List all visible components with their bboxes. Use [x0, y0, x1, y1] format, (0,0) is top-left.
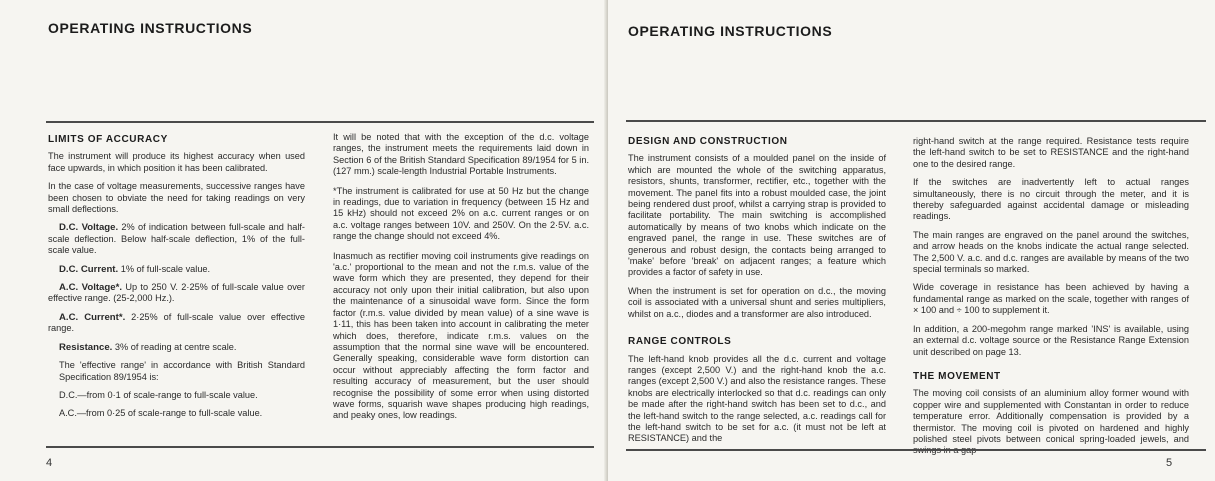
range-continued-column [913, 136, 1189, 464]
section-title: THE MOVEMENT [913, 370, 1001, 382]
paragraph: If the switches are inadvertently left to actual ranges simultaneously, there is no circuit through the meter, and it is thereby safeguarded against accidental damage or misleading readings. [913, 177, 1189, 222]
page-heading: OPERATING INSTRUCTIONS [628, 23, 833, 39]
right-page [608, 0, 1215, 481]
page-number: 4 [46, 457, 53, 469]
left-page [0, 0, 607, 481]
paragraph: The left-hand knob provides all the d.c. current and voltage ranges (except 2,500 V.) and the right-hand knob the a.c. ranges (except 2,500 V.) and also the resistance ranges. These knobs are electrically interlocked so that d.c. readings can only be made after the right-hand switch has been set to d.c., and the left-hand switch to the range selected, a.c. readings call for the left-hand switch to be set for a.c. (it must not be left at RESISTANCE) and the [628, 353, 886, 444]
paragraph: D.C.—from 0·1 of scale-range to full-scale value. [59, 389, 258, 400]
dc-voltage-spec [48, 222, 305, 256]
paragraph: Inasmuch as rectifier moving coil instruments give readings on 'a.c.' proportional to the mean and not the r.m.s. value of the wave form which they are presented, they depend for their accuracy not only upon their initial calibration, but also upon the maintenance of a sinusoidal wave form. Since the form factor (r.m.s. value divided by mean value) of a sine wave is 1·11, this has been taken into account in calibrating the meter which does, therefore, indicate r.m.s. values on the assumption that the normal sine wave will be encountered. Generally speaking, considerable wave form distortion can occur without appreciably affecting the form factor and resulting accuracy of measurement, but the user should recognise the possibility of some error when using distorted wave forms, squarish wave shapes producing high readings, and peaky ones, low readings. [333, 250, 589, 421]
design-column [628, 136, 886, 452]
paragraph: The main ranges are engraved on the panel around the switches, and arrow heads on the knobs indicate the actual range selected. The 2,500 V. a.c. and d.c. ranges are available by means of the two special terminals so marked. [913, 229, 1189, 275]
paragraph: In the case of voltage measurements, successive ranges have been chosen to obviate the need for taking readings on very small deflections. [48, 181, 305, 215]
paragraph: In addition, a 200-megohm range marked 'INS' is available, using an external d.c. voltage source or the Resistance Range Extension unit described on page 13. [913, 323, 1189, 357]
paragraph: *The instrument is calibrated for use at 50 Hz but the change in readings, due to variation in frequency (between 15 Hz and 15 kHz) should not exceed 2% on a.c. current ranges or on a.c. voltage ranges between 10V. and 250V. On the 2·5V. a.c. range the change should not exceed 4%. [333, 185, 589, 242]
paragraph: The moving coil consists of an aluminium alloy former wound with copper wire and supplemented with Constantan in order to reduce temperature error. Additionally compensation is provided by a thermistor. The moving coil is pivoted on hardened and highly polished steel pivots between conical spring-loaded jewels, and [913, 388, 1189, 444]
spec-label: D.C. Voltage. [59, 222, 119, 234]
spec-label: D.C. Current. [59, 263, 119, 275]
dc-current-spec [48, 264, 305, 275]
ac-current-spec [48, 312, 305, 335]
page-heading: OPERATING INSTRUCTIONS [48, 20, 253, 36]
section-title: LIMITS OF ACCURACY [48, 134, 168, 145]
paragraph: The 'effective range' in accordance with British Standard Specification 89/1954 is: [59, 360, 305, 382]
top-rule [626, 120, 1206, 122]
spec-text: 2·25% of full-scale value over effective range. [48, 311, 305, 334]
spec-text: 1% of full-scale value. [118, 263, 211, 274]
paragraph: A.C.—from 0·25 of scale-range to full-scale value. [59, 408, 263, 419]
spec-text: Up to 250 V. 2·25% of full-scale value over effective range. (25-2,000 Hz.). [48, 282, 305, 304]
paragraph: The instrument will produce its highest accuracy when used face upwards, in which position it has been calibrated. [48, 151, 305, 173]
bottom-rule [46, 446, 594, 448]
paragraph: Wide coverage in resistance has been achieved by having a fundamental range as marked on the scale, together with ranges of × 100 and ÷ 100 to supplement it. [913, 282, 1189, 316]
paragraph: The instrument consists of a moulded panel on the inside of which are mounted the whole of the switching apparatus, resistors, shunts, transformer, rectifier, etc., together with the movement. The panel fits into a robust moulded case, the joint being rendered dust proof, whilst a carrying strap is provided to facilitate portability. The main switching is accomplished automatically by means of two knobs which indicate on the engraved panel, the range in use. These switches are of generous and robust design, the contacts being arranged to 'make' before 'break' on adjacent ranges; a feature which provides a factor of safety in use. [628, 153, 886, 278]
bottom-rule [626, 449, 1206, 451]
spec-label: A.C. Current*. [59, 311, 126, 323]
section-title: DESIGN AND CONSTRUCTION [628, 136, 788, 147]
paragraph: It will be noted that with the exception of the d.c. voltage ranges, the instrument meets the requirements laid down in Section 6 of the British Standard Specification 89/1954 for 5 in. (127 mm.) scale-length Industrial Portable Instruments. [333, 132, 589, 177]
page-number: 5 [1166, 457, 1173, 469]
accuracy-notes-column [333, 132, 589, 429]
spec-label: A.C. Voltage*. [59, 282, 122, 294]
spec-text: 2% of indication between full-scale and half-scale deflection. Below half-scale deflection, 1% of the full-scale value. [48, 222, 305, 256]
paragraph: When the instrument is set for operation on d.c., the moving coil is associated with a universal shunt and series multipliers, whilst on a.c., diodes and a transformer are also introduced. [628, 285, 886, 319]
limits-of-accuracy-column [48, 134, 305, 427]
spec-text: 3% of reading at centre scale. [112, 341, 237, 352]
spec-label: Resistance. [59, 341, 113, 353]
paragraph: right-hand switch at the range required. Resistance tests require the left-hand switch to be set to RESISTANCE and the right-hand one to the desired range. [913, 136, 1189, 169]
top-rule [46, 121, 594, 123]
resistance-spec [48, 342, 305, 353]
ac-voltage-spec [48, 282, 305, 305]
section-title: RANGE CONTROLS [628, 336, 732, 348]
